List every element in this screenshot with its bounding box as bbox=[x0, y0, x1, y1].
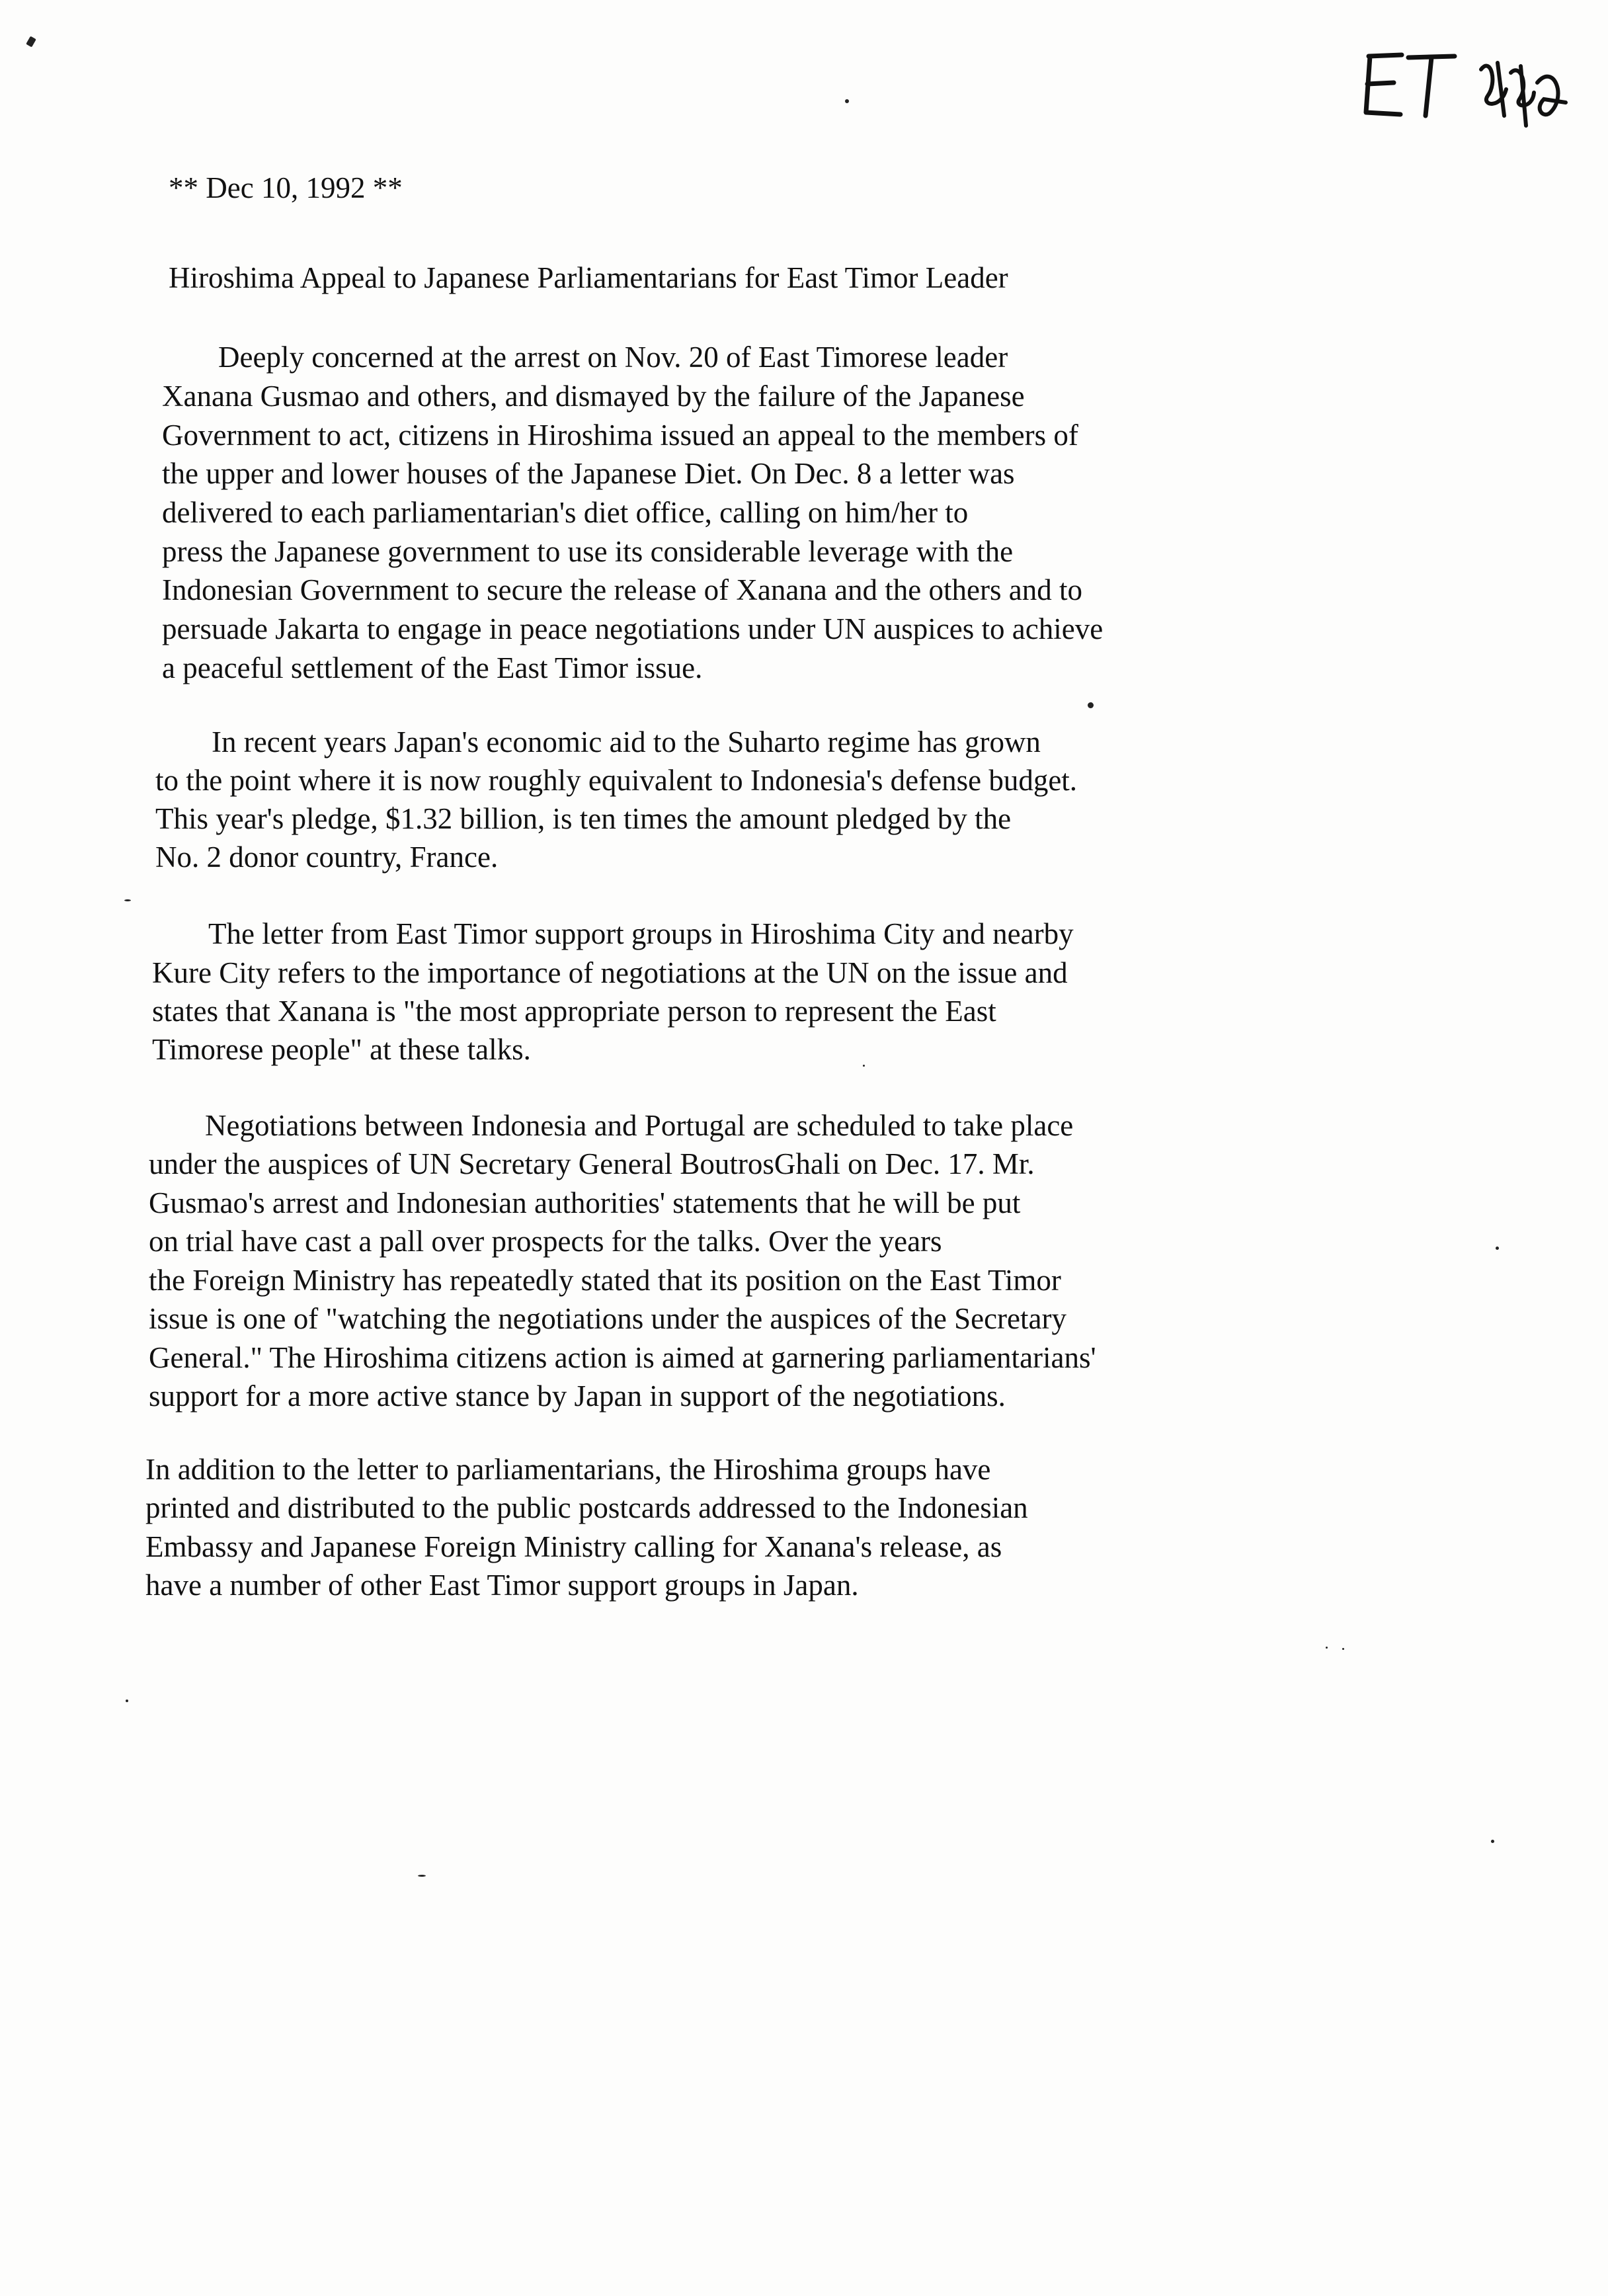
paragraph-line: General." The Hiroshima citizens action is aimed at garnering parliamentarians' bbox=[149, 1341, 1096, 1374]
scan-speck bbox=[126, 1700, 128, 1702]
document-headline: Hiroshima Appeal to Japanese Parliamentarians for East Timor Leader bbox=[169, 261, 1008, 294]
scan-speck bbox=[1496, 1247, 1499, 1250]
paragraph-line: printed and distributed to the public postcards addressed to the Indonesian bbox=[145, 1491, 1028, 1524]
paragraph-line: Deeply concerned at the arrest on Nov. 20 of East Timorese leader bbox=[218, 341, 1008, 374]
paragraph-line: states that Xanana is "the most appropriate person to represent the East bbox=[152, 995, 996, 1028]
scan-speck bbox=[863, 1065, 865, 1067]
paragraph-line: the Foreign Ministry has repeatedly stated that its position on the East Timor bbox=[149, 1264, 1061, 1297]
scan-speck bbox=[1491, 1840, 1494, 1843]
paragraph-line: In addition to the letter to parliamentarians, the Hiroshima groups have bbox=[145, 1453, 991, 1486]
paragraph-line: Embassy and Japanese Foreign Ministry calling for Xanana's release, as bbox=[145, 1530, 1002, 1563]
paragraph-line: Kure City refers to the importance of negotiations at the UN on the issue and bbox=[152, 956, 1068, 989]
scan-speck bbox=[1342, 1648, 1344, 1650]
scan-speck bbox=[418, 1875, 426, 1877]
paragraph-line: In recent years Japan's economic aid to the Suharto regime has grown bbox=[212, 725, 1041, 758]
paragraph-line: issue is one of "watching the negotiations under the auspices of the Secretary bbox=[149, 1302, 1066, 1335]
paragraph-line: delivered to each parliamentarian's diet office, calling on him/her to bbox=[162, 496, 969, 529]
paragraph-line: Gusmao's arrest and Indonesian authorities' statements that he will be put bbox=[149, 1186, 1021, 1219]
paragraph-line: Negotiations between Indonesia and Portugal are scheduled to take place bbox=[205, 1109, 1074, 1142]
paragraph-line: No. 2 donor country, France. bbox=[155, 840, 499, 874]
paragraph-line: The letter from East Timor support groups in Hiroshima City and nearby bbox=[208, 917, 1074, 950]
paragraph-line: persuade Jakarta to engage in peace negotiations under UN auspices to achieve bbox=[162, 612, 1104, 645]
paragraph-line: have a number of other East Timor support groups in Japan. bbox=[145, 1569, 859, 1602]
handwritten-annotation bbox=[1355, 36, 1574, 136]
paragraph-line: This year's pledge, $1.32 billion, is ten times the amount pledged by the bbox=[155, 802, 1012, 835]
scan-speck bbox=[1088, 702, 1094, 708]
paragraph-line: support for a more active stance by Japan in support of the negotiations. bbox=[149, 1379, 1006, 1413]
paragraph-line: Indonesian Government to secure the release of Xanana and the others and to bbox=[162, 573, 1082, 606]
paragraph-line: a peaceful settlement of the East Timor issue. bbox=[162, 651, 703, 684]
scan-speck bbox=[124, 899, 131, 901]
paragraph-line: under the auspices of UN Secretary General BoutrosGhali on Dec. 17. Mr. bbox=[149, 1147, 1035, 1180]
paragraph-line: press the Japanese government to use its considerable leverage with the bbox=[162, 535, 1014, 568]
date-line: ** Dec 10, 1992 ** bbox=[169, 171, 403, 204]
paragraph-line: the upper and lower houses of the Japanese Diet. On Dec. 8 a letter was bbox=[162, 457, 1015, 490]
scan-speck bbox=[845, 99, 849, 103]
paragraph-line: on trial have cast a pall over prospects for the talks. Over the years bbox=[149, 1225, 942, 1258]
paragraph-line: Timorese people" at these talks. bbox=[152, 1033, 531, 1066]
scan-speck bbox=[26, 36, 36, 47]
paragraph-line: to the point where it is now roughly equivalent to Indonesia's defense budget. bbox=[155, 764, 1078, 797]
paragraph-line: Xanana Gusmao and others, and dismayed by the failure of the Japanese bbox=[162, 380, 1025, 413]
scan-speck bbox=[1326, 1647, 1328, 1649]
paragraph-line: Government to act, citizens in Hiroshima issued an appeal to the members of bbox=[162, 419, 1078, 452]
